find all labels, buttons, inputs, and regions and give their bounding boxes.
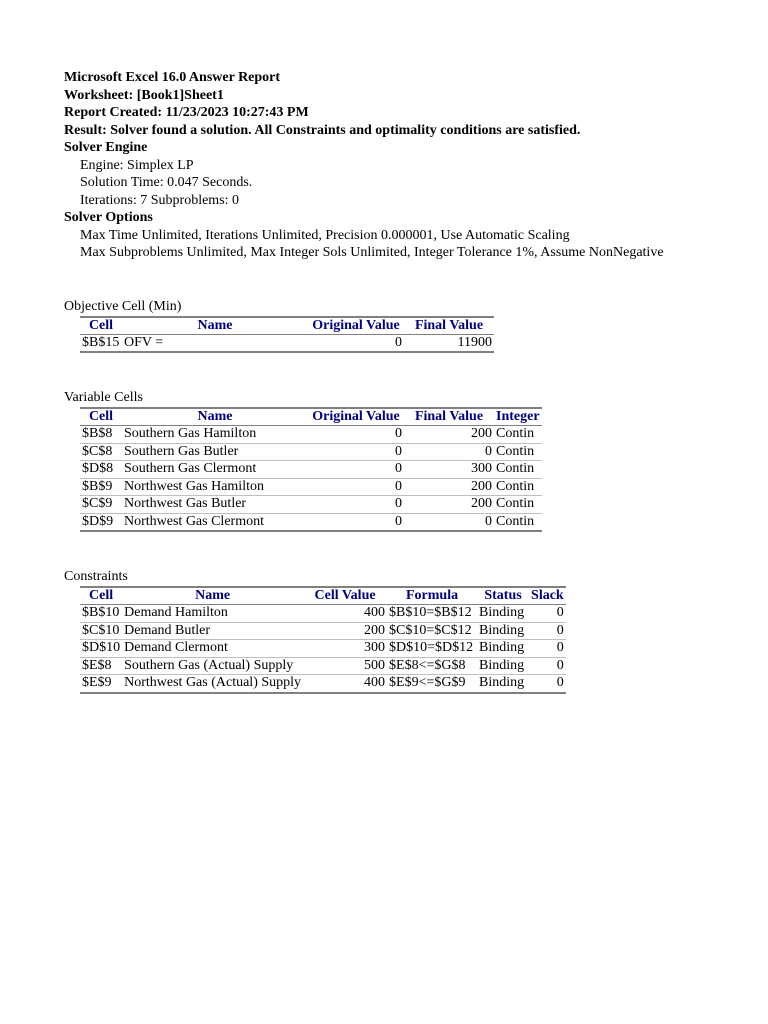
objective-section-title: Objective Cell (Min) (64, 298, 182, 314)
col-header-cell-value: Cell Value (303, 587, 387, 605)
cell-ref: $E$9 (82, 675, 112, 690)
original-value: 0 (308, 443, 404, 461)
final-value: 200 (404, 426, 494, 444)
constraints-section-title: Constraints (64, 569, 128, 584)
final-value: 200 (404, 478, 494, 496)
final-value: 200 (404, 496, 494, 514)
solver-options-heading: Solver Options (64, 210, 153, 225)
col-header-name: Name (122, 317, 308, 335)
cell-value: 400 (364, 675, 386, 690)
cell-name: Demand Hamilton (122, 605, 303, 623)
cell-name: OFV = (124, 334, 164, 350)
original-value: 0 (395, 334, 402, 350)
integer-type: Contin (494, 461, 542, 479)
cell-name: Southern Gas (Actual) Supply (122, 657, 303, 675)
status: Binding (477, 605, 529, 623)
formula: $C$10=$C$12 (387, 622, 477, 640)
col-header-final-value: Final Value (404, 317, 494, 335)
formula: $E$9<=$G$9 (389, 675, 466, 690)
cell-name: Demand Clermont (122, 640, 303, 658)
cell-value: 300 (303, 640, 387, 658)
table-row (80, 496, 542, 514)
variables-table (80, 407, 542, 532)
col-header-cell: Cell (80, 317, 122, 335)
cell-ref: $E$8 (80, 657, 122, 675)
cell-name: Southern Gas Clermont (122, 461, 308, 479)
status: Binding (477, 657, 529, 675)
cell-ref: $D$8 (80, 461, 122, 479)
objective-table (80, 316, 494, 354)
cell-ref: $D$9 (82, 513, 114, 529)
cell-ref: $B$8 (80, 426, 122, 444)
status: Binding (477, 622, 529, 640)
cell-value: 500 (303, 657, 387, 675)
status: Binding (477, 640, 529, 658)
original-value: 0 (308, 478, 404, 496)
formula: $B$10=$B$12 (387, 605, 477, 623)
cell-value: 200 (303, 622, 387, 640)
table-row (80, 461, 542, 479)
original-value: 0 (308, 461, 404, 479)
report-title: Microsoft Excel 16.0 Answer Report (64, 70, 281, 85)
table-row (80, 426, 542, 444)
final-value: 0 (404, 443, 494, 461)
col-header-name: Name (122, 587, 303, 605)
col-header-cell: Cell (80, 587, 122, 605)
final-value: 11900 (457, 334, 492, 350)
original-value: 0 (308, 496, 404, 514)
integer-type: Contin (494, 443, 542, 461)
cell-name: Northwest Gas Clermont (124, 513, 264, 529)
integer-type: Contin (494, 478, 542, 496)
result-line: Result: Solver found a solution. All Constraints and optimality conditions are satisfied. (64, 122, 581, 138)
table-row (80, 640, 566, 658)
cell-ref: $C$9 (80, 496, 122, 514)
col-header-formula: Formula (387, 587, 477, 605)
status: Binding (479, 675, 525, 690)
iterations-line: Iterations: 7 Subproblems: 0 (80, 192, 240, 208)
slack: 0 (529, 657, 566, 675)
col-header-final-value: Final Value (404, 408, 494, 426)
cell-ref: $D$10 (82, 640, 121, 655)
solver-engine-heading: Solver Engine (64, 140, 148, 155)
col-header-original-value: Original Value (308, 408, 404, 426)
cell-value: 400 (303, 605, 387, 623)
table-row (80, 334, 494, 352)
cell-name: Southern Gas Hamilton (122, 426, 308, 444)
engine-line: Engine: Simplex LP (80, 157, 194, 173)
col-header-original-value: Original Value (308, 317, 404, 335)
options-line-1: Max Time Unlimited, Iterations Unlimited, Precision 0.000001, Use Automatic Scaling (80, 227, 570, 243)
table-row (80, 657, 566, 675)
col-header-status: Status (477, 587, 529, 605)
cell-ref: $B$15 (82, 334, 120, 350)
options-line-2: Max Subproblems Unlimited, Max Integer Sols Unlimited, Integer Tolerance 1%, Assume NonNegative (80, 245, 664, 260)
formula: $D$10=$D$12 (387, 640, 477, 658)
table-row (80, 513, 542, 531)
integer-type: Contin (494, 496, 542, 514)
col-header-integer: Integer (496, 409, 540, 424)
solution-time-line: Solution Time: 0.047 Seconds. (80, 175, 253, 190)
slack: 0 (529, 622, 566, 640)
cell-name: Southern Gas Butler (122, 443, 308, 461)
formula: $E$8<=$G$8 (387, 657, 477, 675)
cell-name: Demand Butler (122, 622, 303, 640)
constraints-table (80, 586, 566, 694)
integer-type: Contin (494, 426, 542, 444)
table-row (80, 605, 566, 623)
col-header-slack: Slack (531, 588, 564, 603)
cell-name: Northwest Gas Butler (122, 496, 308, 514)
slack: 0 (556, 675, 564, 690)
worksheet-line: Worksheet: [Book1]Sheet1 (64, 87, 224, 103)
original-value: 0 (395, 513, 402, 529)
slack: 0 (529, 640, 566, 658)
slack: 0 (529, 605, 566, 623)
cell-ref: $B$10 (80, 605, 122, 623)
report-created-line: Report Created: 11/23/2023 10:27:43 PM (64, 105, 309, 120)
integer-type: Contin (496, 513, 535, 529)
original-value: 0 (308, 426, 404, 444)
final-value: 0 (485, 513, 492, 529)
table-row (80, 675, 566, 693)
cell-ref: $B$9 (80, 478, 122, 496)
cell-name: Northwest Gas Hamilton (122, 478, 308, 496)
final-value: 300 (404, 461, 494, 479)
table-row (80, 622, 566, 640)
col-header-cell: Cell (80, 408, 122, 426)
cell-ref: $C$10 (80, 622, 122, 640)
table-row (80, 443, 542, 461)
col-header-name: Name (122, 408, 308, 426)
variables-section-title: Variable Cells (64, 390, 143, 405)
answer-report (64, 69, 754, 694)
cell-ref: $C$8 (80, 443, 122, 461)
cell-name: Northwest Gas (Actual) Supply (124, 675, 302, 690)
table-row (80, 478, 542, 496)
